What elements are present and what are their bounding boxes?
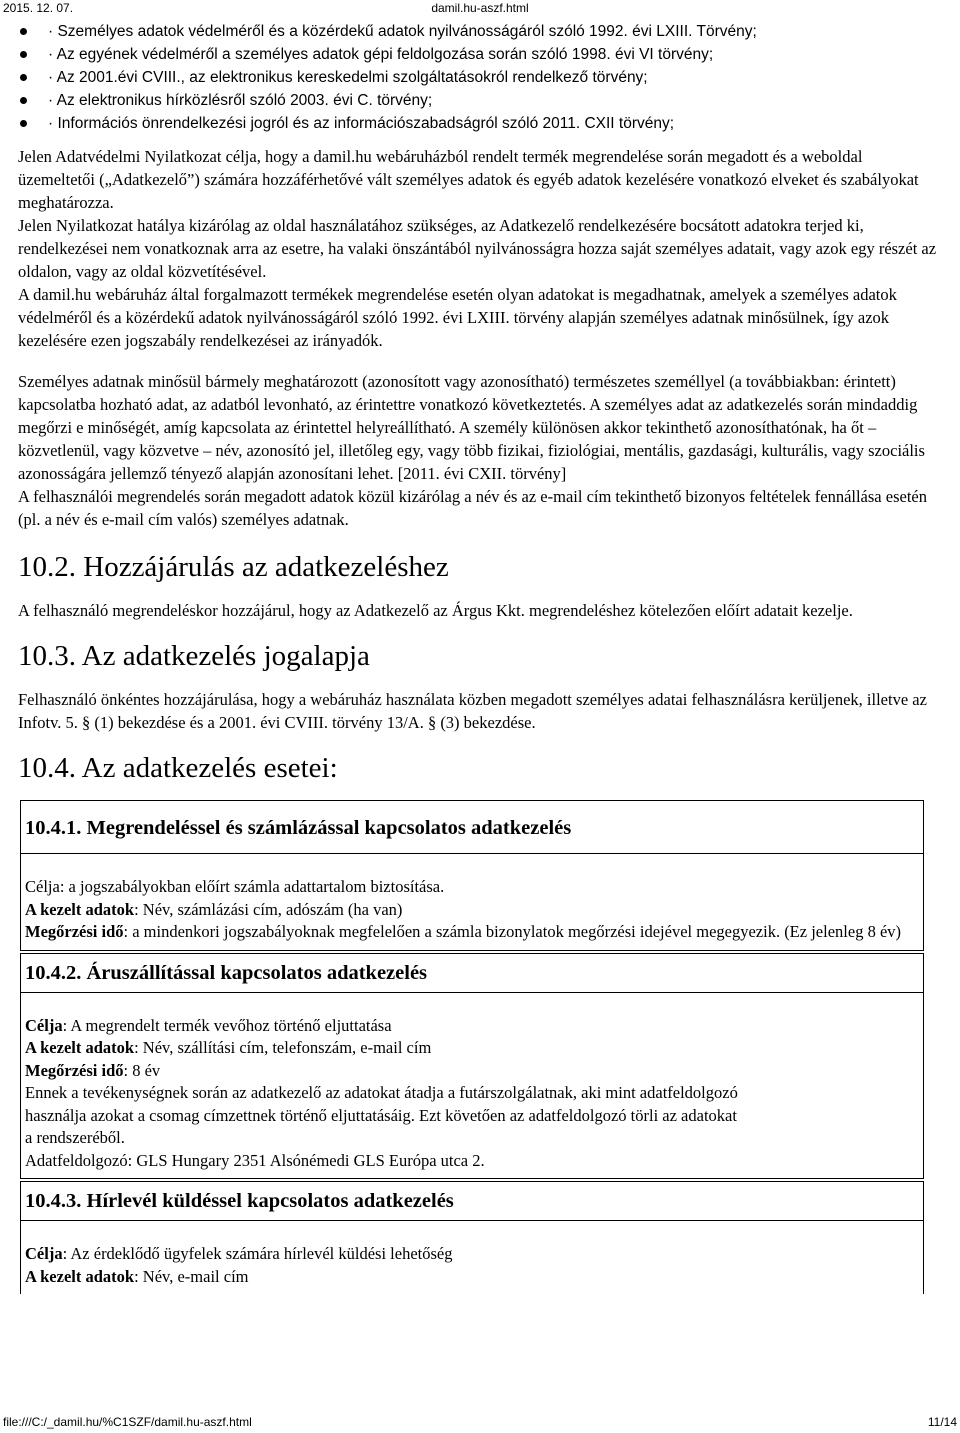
case-body [21,854,923,950]
paragraph-purpose: Jelen Adatvédelmi Nyilatkozat célja, hogy a damil.hu webáruházból rendelt termék megrendelése során megadott és a weboldal üzemeltetői („Adatkezelő”) számára hozzáférhetővé vált személyes adatok és egyéb adatok kezelésére vonatkozó elveket és szabályokat meghatározza. [18,147,919,212]
case-line: Ennek a tevékenységnek során az adatkezelő az adatokat átadja a futárszolgálatnak, aki mint adatfeldolgozó használja azokat a csomag címzettnek történő eljuttatásáig. Ezt követően az adatfeldolgozó törli az adatokat a rendszeréből. [25,1083,738,1147]
print-header [0,0,960,16]
case-title: 10.4.2. Áruszállítással kapcsolatos adatkezelés [21,954,923,993]
paragraph-personal-data: Személyes adatnak minősül bármely meghatározott (azonosított vagy azonosítható) természetes személlyel (a továbbiakban: érintett) kapcsolatba hozható adat, az adatból levonható, az érintettre vonatkozó következtetés. A személyes adat az adatkezelés során mindaddig megőrzi e minőségét, amíg kapcsolata az érintettel helyreállítható. A személy különösen akkor tekinthető azonosíthatónak, ha őt – közvetlenül, vagy közvetve – név, azonosító jel, illetőleg egy, vagy több fizikai, fiziológiai, mentális, gazdasági, kulturális, vagy szociális azonosságára jellemző tényező alapján azonosítani lehet. [2011. évi CXII. törvény] [18,372,925,483]
footer-path: file:///C:/_damil.hu/%C1SZF/damil.hu-aszf.html [3,1415,252,1429]
case-block [20,953,924,1180]
case-line: A kezelt adatok: Név, szállítási cím, telefonszám, e-mail cím [25,1038,432,1057]
list-item: · Az elektronikus hírközlésről szóló 2003. évi C. törvény; [18,89,940,112]
paragraph-name-email: A felhasználói megrendelés során megadott adatok közül kizárólag a név és az e-mail cím tekinthető bizonyos feltételek fennállása esetén (pl. a név és e-mail cím valós) személyes adatnak. [18,487,927,529]
case-line: A kezelt adatok: Név, számlázási cím, adószám (ha van) [25,899,403,919]
print-footer [0,1414,960,1430]
case-body [21,993,923,1179]
document-content [18,20,940,1294]
case-title: 10.4.1. Megrendeléssel és számlázással kapcsolatos adatkezelés [21,801,923,854]
case-block [20,800,924,951]
case-line: Célja: A megrendelt termék vevőhoz történő eljuttatása [25,1015,392,1035]
section-heading-10-4: 10.4. Az adatkezelés esetei: [18,752,338,784]
case-line: A kezelt adatok: Név, e-mail cím [25,1266,249,1286]
section-text-10-3: Felhasználó önkéntes hozzájárulása, hogy a webáruház használata közben megadott személyes adatai felhasználásra kerüljenek, illetve az Infotv. 5. § (1) bekezdése és a 2001. évi CVIII. törvény 13/A. § (3) bekezdése. [18,690,927,732]
section-heading-10-2: 10.2. Hozzájárulás az adatkezeléshez [18,551,449,583]
case-line: Megőrzési idő: 8 év [25,1060,161,1080]
page-number: 11/14 [927,1415,957,1429]
list-item: · Információs önrendelkezési jogról és az információszabadságról szóló 2011. CXII törvény; [18,112,940,135]
case-line: Megőrzési idő: a mindenkori jogszabályoknak megfelelően a számla bizonylatok megőrzési idejével megegyezik. (Ez jelenleg 8 év) [25,922,902,941]
list-item: · Az egyének védelméről a személyes adatok gépi feldolgozása során szóló 1998. évi VI törvény; [18,43,940,66]
list-item: · Az 2001.évi CVIII., az elektronikus kereskedelmi szolgáltatásokról rendelkező törvény; [18,66,940,89]
header-title: damil.hu-aszf.html [431,1,529,15]
paragraph-scope: Jelen Nyilatkozat hatálya kizárólag az oldal használatához szükséges, az Adatkezelő rendelkezésére bocsátott adatokra terjed ki, rendelkezései nem vonatkoznak arra az esetre, ha valaki önszántából nyilvánosságra hozza saját személyes adatait, vagy azok egy részét az oldalon, vagy az oldal közvetítésével. [18,216,937,281]
case-line: Adatfeldolgozó: GLS Hungary 2351 Alsónémedi GLS Európa utca 2. [25,1150,485,1170]
cases-table [20,800,924,1294]
case-line: Célja: Az érdeklődő ügyfelek számára hírlevél küldési lehetőség [25,1244,453,1263]
section-heading-10-3: 10.3. Az adatkezelés jogalapja [18,640,370,672]
section-text-10-2: A felhasználó megrendeléskor hozzájárul, hogy az Adatkezelő az Árgus Kkt. megrendeléshez kötelezően előírt adatait kezelje. [18,601,853,620]
law-list [18,20,940,135]
case-block [20,1181,924,1294]
case-title: 10.4.3. Hírlevél küldéssel kapcsolatos adatkezelés [21,1182,923,1221]
list-item: · Személyes adatok védelméről és a közérdekű adatok nyilvánosságáról szóló 1992. évi LXIII. Törvény; [18,20,940,43]
header-date: 2015. 12. 07. [3,1,74,15]
case-body [21,1221,923,1294]
paragraph-webshop: A damil.hu webáruház által forgalmazott termékek megrendelése esetén olyan adatokat is megadhatnak, amelyek a személyes adatok védelméről és a közérdekű adatok nyilvánosságáról szóló 1992. évi LXIII. törvény alapján személyes adatnak minősülnek, így azok kezelésére ezen jogszabály rendelkezései az irányadók. [18,285,897,350]
case-line: Célja: a jogszabályokban előírt számla adattartalom biztosítása. [25,877,445,896]
